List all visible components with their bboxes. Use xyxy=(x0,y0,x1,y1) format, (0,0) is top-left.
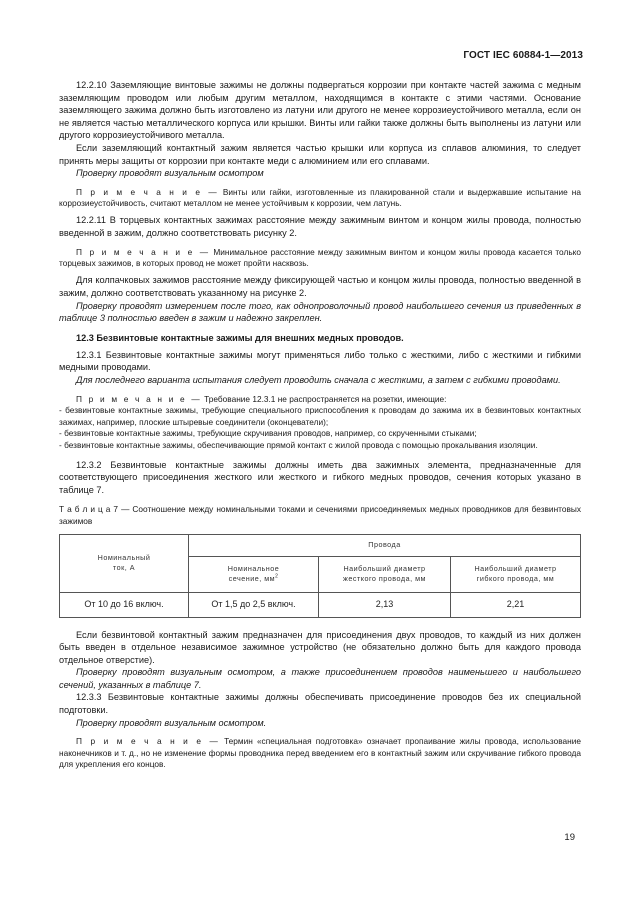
cell-section: От 1,5 до 2,5 включ. xyxy=(189,592,319,617)
table-caption-text: Соотношение между номинальными токами и сечениями присоединяемых медных проводников для безвинтовых зажимов xyxy=(59,504,581,526)
check-visual-connect: Проверку проводят визуальным осмотром, а также присоединением проводов наименьшего и наибольшего сечений, указанных в таблице 7. xyxy=(59,667,581,690)
page-number: 19 xyxy=(564,832,575,843)
header-rigid: Наибольший диаметр жесткого провода, мм xyxy=(319,556,451,592)
table-row xyxy=(60,592,581,617)
list-item: - безвинтовые контактные зажимы, обеспечивающие прямой контакт с жилой провода с помощью прокалывания изоляции. xyxy=(59,439,538,450)
note-label: П р и м е ч а н и е — xyxy=(76,186,219,197)
cell-flex: 2,21 xyxy=(451,592,581,617)
list-item: - безвинтовые контактные зажимы, требующие скручивания проводов, например, со скрученными стыками; xyxy=(59,428,477,439)
note-text: Термин «специальная подготовка» означает пропаивание жилы провода, использование наконечников и т. д., но не изменение формы проводника перед введением его в контактный зажим или скручивание гибкого провода для укрепления его концов. xyxy=(59,736,581,770)
table-header-row xyxy=(60,534,581,556)
table-caption-label: Т а б л и ц а 7 — xyxy=(59,504,130,515)
list-item: - безвинтовые контактные зажимы, требующие специального приспособления к проводам до зажима их в безвинтовых контактных зажимах, например, плоские штыревые соединители (оконцеватели); xyxy=(59,405,581,427)
clause-12-2-10: 12.2.10 Заземляющие винтовые зажимы не должны подвергаться коррозии при контакте частей зажима с медным заземляющим проводом или любым другим металлом, находящимся в контакте с этими частями. Основание заземляющего зажима должно быть изготовлено из латуни или другого не менее коррозиеустойчивого металла, если он не является частью металлического корпуса или крышки. Винты или гайки также должны быть выполнены из латуни или другого коррозиеустойчивого металла. xyxy=(59,80,581,141)
clause-12-3-2: 12.3.2 Безвинтовые контактные зажимы должны иметь два зажимных элемента, предназначенные для соответствующего присоединения жесткого или жесткого и гибкого медных проводов, сечения которых указано в таблице 7. xyxy=(59,459,581,495)
check-visual-2: Проверку проводят визуальным осмотром. xyxy=(76,717,267,728)
paragraph-caps: Для колпачковых зажимов расстояние между фиксирующей частью и концом жилы провода, полностью введенной в зажим, должно соответствовать указанному на рисунке 2. xyxy=(59,275,581,298)
note-4 xyxy=(59,736,581,771)
paragraph-aluminium: Если заземляющий контактный зажим является частью крышки или корпуса из сплавов алюминия, то следует принять меры защиты от коррозии при контакте меди с алюминием или его сплавами. xyxy=(59,142,581,166)
header-section: Номинальное сечение, $мм^2$ xyxy=(189,556,319,592)
table-caption xyxy=(59,504,581,527)
note-2 xyxy=(59,247,581,270)
paragraph-last-variant: Для последнего варианта испытания следует проводить сначала с жесткими, а затем с гибкими проводами. xyxy=(76,374,561,385)
header-flex: Наибольший диаметр гибкого провода, мм xyxy=(451,556,581,592)
header-current: Номинальный ток, А xyxy=(60,534,189,592)
header-wires: Провода xyxy=(189,534,581,556)
note-text: Винты или гайки, изготовленные из плакированной стали и выдержавшие испытание на коррозиеустойчивость, считают металлом не менее устойчивым к коррозии, чем латунь. xyxy=(59,186,581,209)
note-text: Минимальное расстояние между зажимным винтом и концом жилы провода касается только торцевых зажимов, в которых провод не может пройти насквозь. xyxy=(59,246,581,269)
cell-current: От 10 до 16 включ. xyxy=(60,592,189,617)
paragraph-two-wires: Если безвинтовой контактный зажим предназначен для присоединения двух проводов, то каждый из них должен быть введен в отдельное независимое зажимное устройство (не обязательно должно быть для каждого провода отдельное отверстие). xyxy=(59,629,581,665)
note-label: П р и м е ч а н и е — xyxy=(76,246,211,257)
note-text: Требование 12.3.1 не распространяется на розетки, имеющие: xyxy=(204,393,447,404)
standard-header: ГОСТ IEC 60884-1—2013 xyxy=(463,50,583,61)
note-1 xyxy=(59,187,581,210)
cell-rigid: 2,13 xyxy=(319,592,451,617)
clause-12-2-11: 12.2.11 В торцевых контактных зажимах расстояние между зажимным винтом и концом жилы провода, полностью введенной в зажим, должно соответствовать рисунку 2. xyxy=(59,215,581,239)
section-heading-12-3: 12.3 Безвинтовые контактные зажимы для внешних медных проводов. xyxy=(76,332,404,343)
check-measure: Проверку проводят измерением после того, как однопроволочный провод наибольшего сечения из приведенных в таблице 3 полностью введен в зажим и надежно закреплен. xyxy=(59,300,581,324)
clause-12-3-3: 12.3.3 Безвинтовые контактные зажимы должны обеспечивать присоединение проводов без их специальной подготовки. xyxy=(59,692,581,716)
note-3 xyxy=(59,394,581,406)
note-label: П р и м е ч а н и е — xyxy=(76,393,202,404)
note-label: П р и м е ч а н и е — xyxy=(76,736,220,747)
table-7 xyxy=(59,534,581,618)
page-body xyxy=(59,79,581,771)
clause-12-3-1: 12.3.1 Безвинтовые контактные зажимы могут применяться либо только с жесткими, либо с жесткими и гибкими медными проводами. xyxy=(59,349,581,373)
check-visual-1: Проверку проводят визуальным осмотром xyxy=(76,168,264,179)
